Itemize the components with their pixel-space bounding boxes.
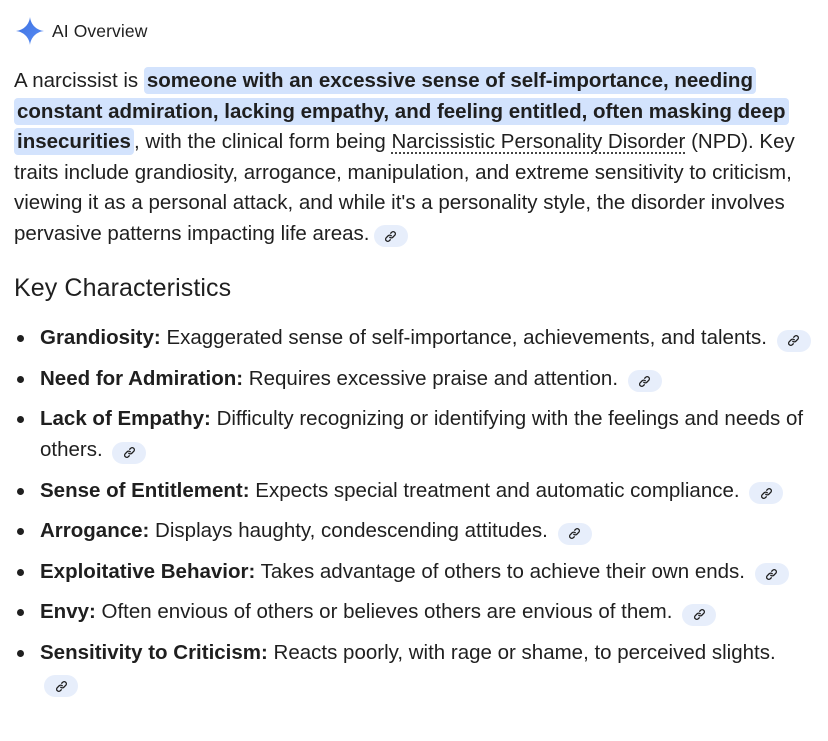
source-link-button[interactable] (628, 370, 662, 392)
list-item (14, 515, 814, 546)
source-link-button[interactable] (749, 482, 783, 504)
trait-term: Sense of Entitlement: (40, 478, 250, 502)
source-link-button[interactable] (44, 675, 78, 697)
list-item (14, 556, 814, 587)
trait-text: Difficulty recognizing or identifying with the feelings and needs of others. (40, 407, 804, 461)
ai-overview-title: AI Overview (52, 20, 148, 41)
link-icon (384, 230, 397, 243)
list-item (14, 403, 814, 465)
link-icon (123, 446, 136, 459)
trait-term: Sensitivity to Criticism: (40, 640, 268, 664)
ai-overview-header (14, 14, 147, 48)
trait-text: Expects special treatment and automatic compliance. (249, 478, 740, 502)
intro-paragraph (14, 66, 820, 249)
bullet-icon (17, 416, 24, 423)
bullet-icon (17, 376, 24, 383)
bullet-icon (17, 528, 24, 535)
bullet-icon (17, 335, 24, 342)
link-icon (765, 568, 778, 581)
intro-tail: (NPD). Key traits include grandiosity, arrogance, manipulation, and extreme sensitivity to criticism, viewing it as a personal attack, and while it's a personality style, the disorder involves pervasive patterns impacting life areas. (14, 130, 795, 245)
bullet-icon (17, 650, 24, 657)
list-item (14, 475, 814, 506)
source-link-button[interactable] (682, 604, 716, 626)
trait-term: Lack of Empathy: (40, 407, 211, 430)
trait-text: Takes advantage of others to achieve their own ends. (255, 559, 745, 583)
gemini-sparkle-icon (14, 15, 46, 47)
source-link-button[interactable] (558, 523, 592, 545)
source-link-button[interactable] (374, 225, 408, 247)
trait-text: Requires excessive praise and attention. (243, 366, 619, 390)
list-item (14, 637, 814, 699)
trait-term: Envy: (40, 600, 96, 623)
trait-term: Grandiosity: (40, 326, 161, 349)
intro-lead: A narcissist is (14, 69, 144, 92)
link-icon (638, 375, 651, 388)
section-title: Key Characteristics (14, 274, 232, 302)
source-link-button[interactable] (112, 442, 146, 464)
link-icon (787, 334, 800, 347)
list-item (14, 322, 814, 353)
trait-text: Displays haughty, condescending attitudes. (149, 519, 548, 542)
bullet-icon (17, 609, 24, 616)
characteristics-list (14, 322, 814, 708)
link-icon (760, 487, 773, 500)
bullet-icon (17, 488, 24, 495)
trait-text: Reacts poorly, with rage or shame, to perceived slights. (267, 640, 776, 664)
link-icon (693, 608, 706, 621)
source-link-button[interactable] (755, 563, 789, 585)
intro-middle: , with the clinical form being (133, 130, 392, 153)
link-icon (568, 527, 581, 540)
trait-term: Exploitative Behavior: (40, 559, 256, 583)
npd-term-link[interactable]: Narcissistic Personality Disorder (391, 130, 686, 153)
trait-text: Often envious of others or believes others are envious of them. (95, 600, 673, 623)
bullet-icon (17, 569, 24, 576)
trait-term: Need for Admiration: (40, 366, 244, 390)
trait-term: Arrogance: (40, 519, 150, 542)
source-link-button[interactable] (777, 330, 811, 352)
link-icon (55, 680, 68, 693)
list-item (14, 596, 814, 627)
intro-highlight: someone with an excessive sense of self-importance, needing constant admiration, lacking empathy, and feeling entitled, often masking deep insecurities (14, 67, 789, 155)
trait-text: Exaggerated sense of self-importance, achievements, and talents. (160, 326, 767, 349)
list-item (14, 363, 814, 394)
